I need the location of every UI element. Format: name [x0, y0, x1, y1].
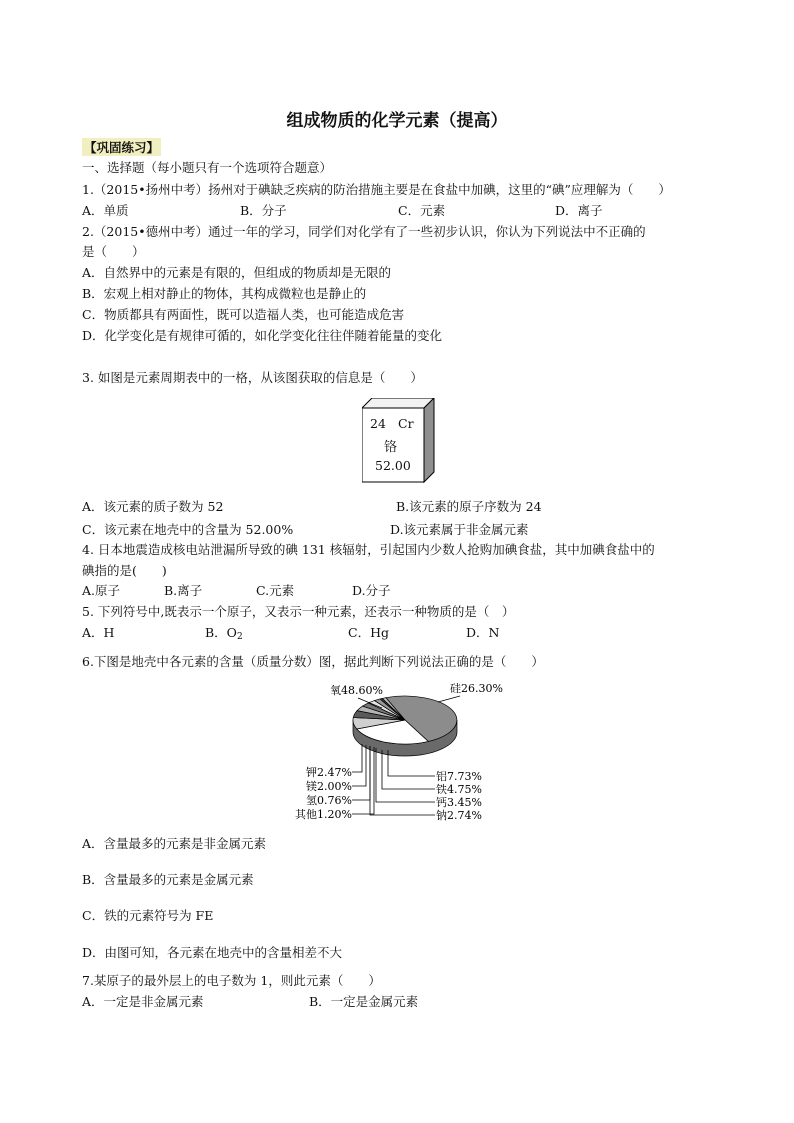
q1-option-d: D．离子: [555, 203, 603, 218]
q1-option-b: B．分子: [240, 203, 287, 218]
q6-stem: 6.下图是地壳中各元素的含量（质量分数）图，据此判断下列说法正确的是（ ）: [82, 654, 544, 669]
q2-option-a: A．自然界中的元素是有限的，但组成的物质却是无限的: [82, 265, 392, 280]
q4-option-a: A.原子: [82, 583, 121, 598]
pie-label-magnesium: 镁2.00%: [306, 780, 352, 793]
part-heading: 一、选择题（每小题只有一个选项符合题意）: [82, 160, 333, 175]
q2-option-c: C．物质都具有两面性，既可以造福人类，也可能造成危害: [82, 307, 405, 322]
q3-option-a: A．该元素的质子数为 52: [82, 499, 224, 514]
pie-label-hydrogen: 氢0.76%: [306, 794, 352, 807]
q1-option-c: C．元素: [398, 203, 446, 218]
q5-stem: 5. 下列符号中,既表示一个原子，又表示一种元素，还表示一种物质的是（ ）: [82, 604, 515, 619]
section-heading: 【巩固练习】: [84, 140, 160, 155]
q7-option-a: A．一定是非金属元素: [82, 994, 204, 1009]
crust-composition-pie-chart: [290, 678, 520, 828]
atomic-mass: 52.00: [375, 458, 411, 473]
q4-stem-line2: 碘指的是( ): [82, 563, 167, 578]
q3-stem: 3. 如图是元素周期表中的一格，从该图获取的信息是（ ）: [82, 370, 423, 385]
q4-stem-line1: 4. 日本地震造成核电站泄漏所导致的碘 131 核辐射，引起国内少数人抢购加碘食盐，其中加碘食盐中的: [82, 542, 655, 557]
pie-label-aluminum: 铝7.73%: [436, 770, 482, 783]
q5-option-a: A．H: [82, 625, 115, 640]
element-symbol: Cr: [398, 416, 414, 431]
q5-option-b: [205, 623, 243, 647]
q4-option-b: B.离子: [164, 583, 203, 598]
q5-option-d: D．N: [466, 625, 500, 640]
periodic-table-cell: [362, 398, 436, 487]
q4-option-c: C.元素: [256, 583, 295, 598]
pie-label-other: 其他1.20%: [295, 808, 352, 821]
q3-option-b: B.该元素的原子序数为 24: [396, 499, 542, 514]
q1-option-a: A．单质: [82, 203, 129, 218]
pie-label-calcium: 钙3.45%: [436, 796, 482, 809]
pie-label-oxygen: 氧48.60%: [330, 684, 383, 697]
element-name: 铬: [384, 440, 398, 455]
atomic-number: 24: [370, 416, 386, 431]
q5-option-b-subscript: 2: [236, 632, 243, 642]
q2-stem-line2: 是（ ）: [82, 244, 145, 259]
q6-option-b: B．含量最多的元素是金属元素: [82, 872, 254, 887]
pie-label-iron: 铁4.75%: [436, 783, 482, 796]
pie-label-potassium: 钾2.47%: [306, 766, 352, 779]
q5-option-c: C．Hg: [348, 625, 389, 640]
page-title: 组成物质的化学元素（提高）: [286, 111, 508, 131]
q2-option-b: B．宏观上相对静止的物体，其构成微粒也是静止的: [82, 286, 367, 301]
pie-label-silicon: 硅26.30%: [450, 682, 503, 695]
q2-option-d: D．化学变化是有规律可循的，如化学变化往往伴随着能量的变化: [82, 328, 443, 343]
q7-option-b: B．一定是金属元素: [309, 994, 419, 1009]
q3-option-c: C．该元素在地壳中的含量为 52.00%: [82, 522, 294, 537]
q6-option-d: D．由图可知，各元素在地壳中的含量相差不大: [82, 945, 343, 960]
q6-option-a: A．含量最多的元素是非金属元素: [82, 836, 267, 851]
q7-stem: 7.某原子的最外层上的电子数为 1，则此元素（ ）: [82, 973, 381, 988]
q2-stem-line1: 2.（2015•德州中考）通过一年的学习，同学们对化学有了一些初步认识，你认为下列说法中不正确的: [82, 224, 646, 239]
q5-option-b-text: B．O: [205, 625, 237, 640]
pie-label-sodium: 钠2.74%: [436, 809, 482, 822]
q3-option-d: D.该元素属于非金属元素: [390, 522, 529, 537]
q6-option-c: C．铁的元素符号为 FE: [82, 908, 214, 923]
q1-stem: 1.（2015•扬州中考）扬州对于碘缺乏疾病的防治措施主要是在食盐中加碘，这里的“碘”应理解为（ ）: [82, 182, 671, 197]
pie-top: [353, 696, 457, 744]
q4-option-d: D.分子: [352, 583, 391, 598]
